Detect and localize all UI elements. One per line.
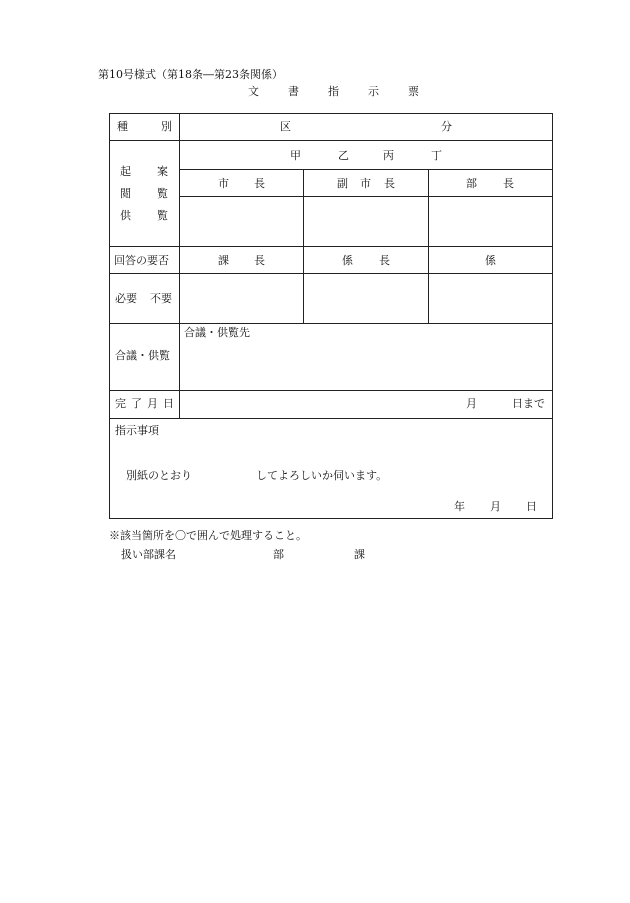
class-tei: 丁 (431, 149, 442, 162)
form-table (109, 113, 553, 519)
footer-note: ※該当箇所を〇で囲んで処理すること。 (109, 529, 307, 542)
role-director-1: 部 (466, 177, 477, 190)
label-instructions: 指示事項 (115, 424, 159, 437)
header-ku: 区 (280, 120, 291, 133)
role-section-chief-2: 長 (254, 254, 265, 267)
label-answer: 回答の要否 (114, 254, 169, 267)
label-kian-1: 起 (120, 165, 131, 178)
label-consult: 合議・供覧 (115, 349, 170, 362)
row-line (109, 273, 553, 274)
instr-date-month: 月 (490, 500, 501, 513)
row-line (109, 390, 553, 391)
consult-destination-label: 合議・供覧先 (184, 326, 250, 339)
label-kind-1: 種 (117, 120, 128, 133)
row-line (109, 323, 553, 324)
role-director-2: 長 (503, 177, 514, 190)
label-done-3: 月 (147, 397, 158, 410)
row-line (179, 169, 553, 170)
title-char-4: 示 (368, 85, 379, 98)
label-done-4: 日 (163, 397, 174, 410)
role-subsection-chief-2: 長 (379, 254, 390, 267)
label-kian-2: 案 (157, 165, 168, 178)
instruction-text-b: してよろしいか伺います。 (256, 469, 388, 482)
instruction-text-a: 別紙のとおり (126, 469, 192, 482)
col-line (303, 169, 304, 323)
label-noneed: 不要 (150, 292, 172, 305)
label-kind-2: 別 (161, 120, 172, 133)
role-vicemayor-2: 市 (360, 177, 371, 190)
dept-label: 扱い部課名 (121, 548, 176, 561)
class-hei: 丙 (383, 149, 394, 162)
class-otsu: 乙 (338, 149, 349, 162)
dept-ka: 課 (354, 548, 365, 561)
col-line (428, 169, 429, 323)
done-until: 日まで (512, 397, 545, 410)
row-line (109, 418, 553, 419)
done-month: 月 (466, 397, 477, 410)
row-line (179, 196, 553, 197)
role-staff: 係 (485, 254, 496, 267)
label-etsuran-1: 閲 (120, 187, 131, 200)
dept-bu: 部 (273, 548, 284, 561)
role-mayor-1: 市 (218, 177, 229, 190)
title-char-1: 文 (248, 85, 259, 98)
role-section-chief-1: 課 (218, 254, 229, 267)
instr-date-day: 日 (526, 500, 537, 513)
title-char-5: 票 (408, 85, 419, 98)
label-need: 必要 (115, 292, 137, 305)
title-char-2: 書 (288, 85, 299, 98)
header-bun: 分 (441, 120, 452, 133)
role-vicemayor-3: 長 (384, 177, 395, 190)
instr-date-year: 年 (454, 500, 465, 513)
label-done-1: 完 (115, 397, 126, 410)
title-char-3: 指 (328, 85, 339, 98)
row-line (109, 140, 553, 141)
role-vicemayor-1: 副 (337, 177, 348, 190)
role-subsection-chief-1: 係 (342, 254, 353, 267)
role-mayor-2: 長 (254, 177, 265, 190)
form-number: 第10号様式（第18条―第23条関係） (98, 68, 283, 81)
class-ko: 甲 (290, 149, 301, 162)
row-line (109, 246, 553, 247)
label-etsuran-2: 覧 (157, 187, 168, 200)
label-kyoran-2: 覧 (157, 209, 168, 222)
label-done-2: 了 (131, 397, 142, 410)
col-line (179, 113, 180, 418)
label-kyoran-1: 供 (120, 209, 131, 222)
